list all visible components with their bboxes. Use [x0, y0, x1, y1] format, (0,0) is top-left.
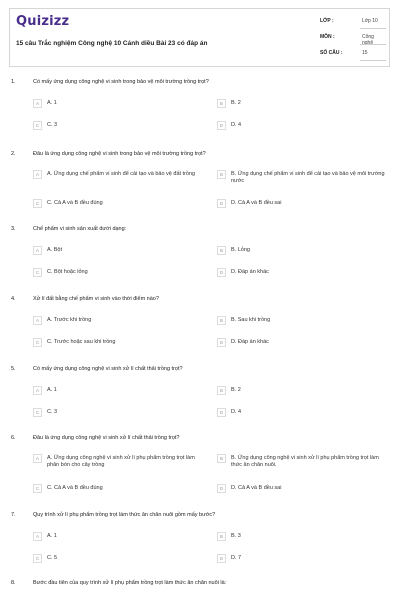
option-letter: C	[33, 408, 42, 417]
option-letter: A	[33, 170, 42, 179]
option-text: C. 3	[47, 122, 58, 128]
option-letter: C	[33, 338, 42, 347]
question-number: 7.	[11, 512, 16, 518]
option-text: D. Đáp án khác	[231, 339, 269, 345]
option-letter: D	[217, 199, 226, 208]
question-number: 6.	[11, 435, 16, 441]
option-letter: A	[33, 454, 42, 463]
question-text: Đâu là ứng dụng công nghệ vi sinh trong bảo vệ môi trường trồng trọt?	[33, 151, 206, 157]
option-text: A. 1	[47, 387, 57, 393]
option-text: A. Bột	[47, 247, 62, 253]
option-letter: B	[217, 454, 226, 463]
option-letter: A	[33, 316, 42, 325]
option-text: B. 3	[231, 533, 241, 539]
question-text: Đâu là ứng dụng công nghệ vi sinh xử lí chất thải trồng trọt?	[33, 435, 180, 441]
question-text: Bước đầu tiên của quy trình xử lí phụ phẩm trồng trọt làm thức ăn chăn nuôi là:	[33, 580, 227, 586]
question-text: Có mấy ứng dụng công nghệ vi sinh trong bảo vệ môi trường trồng trọt?	[33, 79, 209, 85]
option-text: B. Lỏng	[231, 247, 250, 253]
option-text: A. Trước khi trồng	[47, 317, 92, 323]
option-text: A. Ứng dụng công nghệ vi sinh xử lí phụ phẩm trồng trọt làm phân bón cho cây trồng	[47, 455, 195, 468]
option-letter: C	[33, 268, 42, 277]
option-letter: C	[33, 554, 42, 563]
option-text: C. Cả A và B đều đúng	[47, 200, 103, 206]
option-text: C. 5	[47, 555, 58, 561]
option-letter: D	[217, 484, 226, 493]
question-number: 4.	[11, 296, 16, 302]
option-text: A. 1	[47, 100, 57, 106]
option-letter: C	[33, 484, 42, 493]
meta-subject-label: MÔN :	[320, 34, 335, 40]
option-text: D. Cả A và B đều sai	[231, 200, 282, 206]
option-letter: B	[217, 386, 226, 395]
question-text: Có mấy ứng dụng công nghệ vi sinh xử lí chất thải trồng trọt?	[33, 366, 183, 372]
quizizz-logo: Quizizz	[16, 14, 70, 29]
meta-subject-value: Công nghệ	[362, 34, 374, 46]
option-text: A. Ứng dụng chế phẩm vi sinh để cải tạo và bảo vệ đất trồng	[47, 171, 196, 177]
option-letter: B	[217, 246, 226, 255]
option-text: C. 3	[47, 409, 58, 415]
worksheet-title: 15 câu Trắc nghiệm Công nghệ 10 Cánh diều Bài 23 có đáp án	[16, 40, 208, 47]
question-text: Xử lí đất bằng chế phẩm vi sinh vào thời điểm nào?	[33, 296, 159, 302]
option-text: B. 2	[231, 100, 241, 106]
meta-subject-row	[320, 31, 386, 47]
meta-divider	[360, 28, 386, 29]
option-text: D. 4	[231, 409, 242, 415]
option-text: B. Ứng dụng công nghệ vi sinh xử lí phụ phẩm trồng trọt làm thức ăn chăn nuôi.	[231, 455, 379, 468]
meta-divider	[360, 44, 386, 45]
option-letter: B	[217, 99, 226, 108]
question-number: 1.	[11, 79, 16, 85]
option-text: D. Cả A và B đều sai	[231, 485, 282, 491]
meta-class-row	[320, 15, 386, 31]
meta-divider	[360, 60, 386, 61]
option-letter: D	[217, 554, 226, 563]
option-letter: D	[217, 338, 226, 347]
option-text: D. Đáp án khác	[231, 269, 269, 275]
option-text: B. Sau khi trồng	[231, 317, 271, 323]
question-number: 2.	[11, 151, 16, 157]
worksheet-meta	[320, 15, 386, 63]
option-letter: B	[217, 316, 226, 325]
meta-class-value: Lớp 10	[362, 18, 378, 24]
question-text: Chế phẩm vi sinh sản xuất dưới dạng:	[33, 226, 127, 232]
question-number: 8.	[11, 580, 16, 586]
option-letter: B	[217, 532, 226, 541]
option-letter: A	[33, 532, 42, 541]
option-text: A. 1	[47, 533, 57, 539]
question-number: 5.	[11, 366, 16, 372]
meta-count-label: SỐ CÂU :	[320, 50, 343, 56]
option-letter: A	[33, 99, 42, 108]
meta-count-row	[320, 47, 386, 63]
option-letter: C	[33, 199, 42, 208]
option-letter: D	[217, 408, 226, 417]
option-text: B. Ứng dụng chế phẩm vi sinh để cải tạo và bảo vệ môi trường nước	[231, 171, 385, 184]
question-text: Quy trình xử lí phụ phẩm trồng trọt làm thức ăn chăn nuôi gồm mấy bước?	[33, 512, 216, 518]
option-letter: A	[33, 246, 42, 255]
option-text: C. Trước hoặc sau khi trồng	[47, 339, 116, 345]
option-text: C. Cả A và B đều đúng	[47, 485, 103, 491]
option-letter: A	[33, 386, 42, 395]
option-letter: D	[217, 268, 226, 277]
worksheet-header	[9, 8, 390, 67]
option-letter: D	[217, 121, 226, 130]
option-text: C. Bột hoặc lỏng	[47, 269, 88, 275]
meta-count-value: 15	[362, 50, 368, 56]
option-text: D. 7	[231, 555, 242, 561]
option-letter: B	[217, 170, 226, 179]
question-number: 3.	[11, 226, 16, 232]
option-text: D. 4	[231, 122, 242, 128]
meta-class-label: LỚP :	[320, 18, 334, 24]
option-letter: C	[33, 121, 42, 130]
option-text: B. 2	[231, 387, 241, 393]
